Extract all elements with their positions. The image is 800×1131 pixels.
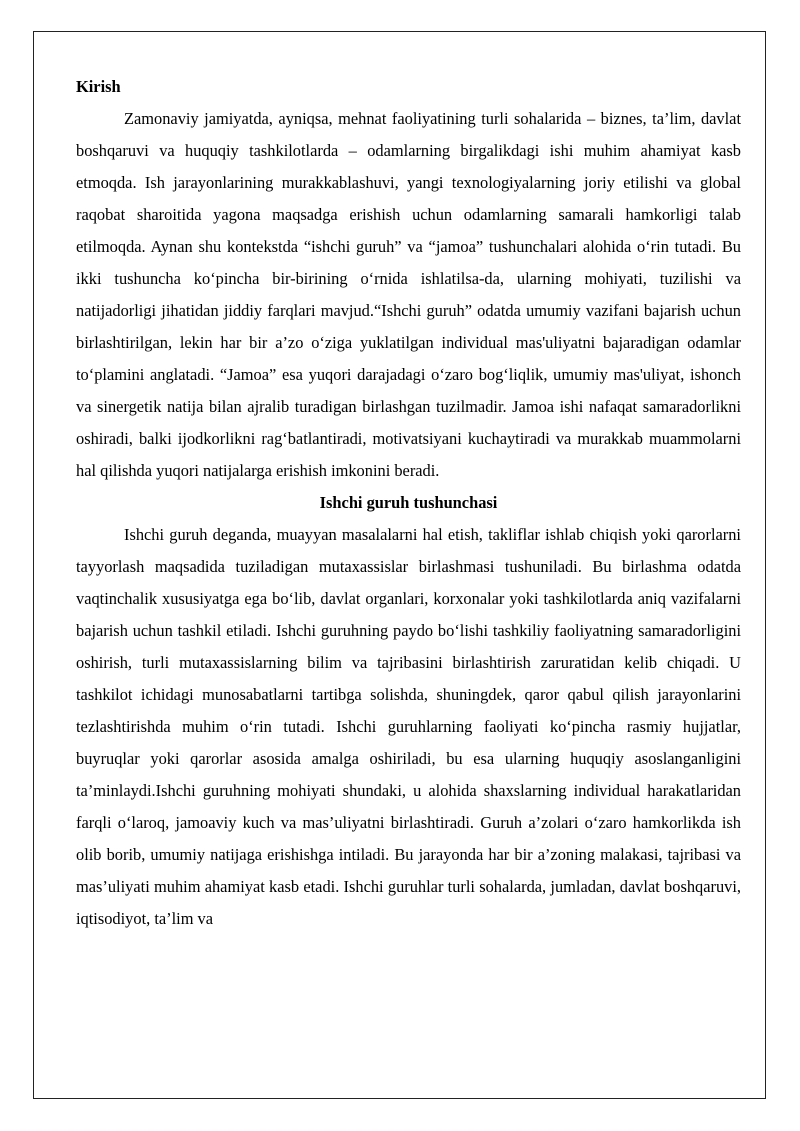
section-title: Ishchi guruh tushunchasi <box>319 493 498 512</box>
intro-heading: Kirish <box>76 77 121 96</box>
document-body <box>76 71 741 935</box>
section-paragraph: Ishchi guruh deganda, muayyan masalalarni hal etish, takliflar ishlab chiqish yoki qarorlarni tayyorlash maqsadida tuziladigan mutaxassislar birlashmasi tushuniladi. Bu birlashma odatda vaqtinchalik xususiyatga ega bo‘lib, davlat organlari, korxonalar yoki tashkilotlarda aniq vazifalarni bajarish uchun tashkil etiladi. Ishchi guruhning paydo bo‘lishi tashkiliy faoliyatning samaradorligini oshirish, turli mutaxassislarning bilim va tajribasini birlashtirish zaruratidan kelib chiqadi. U tashkilot ichidagi munosabatlarni tartibga solishda, shuningdek, qaror qabul qilish jarayonlarini tezlashtirishda muhim o‘rin tutadi. Ishchi guruhlarning faoliyati ko‘pincha rasmiy hujjatlar, buyruqlar yoki qarorlar asosida amalga oshiriladi, bu esa ularning huquqiy asoslanganligini ta’minlaydi.Ishchi guruhning mohiyati shundaki, u alohida shaxslarning individual harakatlaridan farqli o‘laroq, jamoaviy kuch va mas’uliyatni birlashtiradi. Guruh a’zolari o‘zaro hamkorlikda ish olib borib, umumiy natijaga erishishga intiladi. Bu jarayonda har bir a’zoning malakasi, tajribasi va mas’uliyati muhim ahamiyat kasb etadi. Ishchi guruhlar turli sohalarda, jumladan, davlat boshqaruvi, iqtisodiyot, ta’lim va <box>76 525 741 928</box>
intro-paragraph: Zamonaviy jamiyatda, ayniqsa, mehnat faoliyatining turli sohalarida – biznes, ta’lim, davlat boshqaruvi va huquqiy tashkilotlarda – odamlarning birgalikdagi ishi muhim ahamiyat kasb etmoqda. Ish jarayonlarining murakkablashuvi, yangi texnologiyalarning joriy etilishi va global raqobat sharoitida yagona maqsadga erishish uchun odamlarning samarali hamkorligi talab etilmoqda. Aynan shu kontekstda “ishchi guruh” va “jamoa” tushunchalari alohida o‘rin tutadi. Bu ikki tushuncha ko‘pincha bir-birining o‘rnida ishlatilsa-da, ularning mohiyati, tuzilishi va natijadorligi jihatidan jiddiy farqlari mavjud.“Ishchi guruh” odatda umumiy vazifani bajarish uchun birlashtirilgan, lekin har bir a’zo o‘ziga yuklatilgan individual mas'uliyatni bajaradigan odamlar to‘plamini anglatadi. “Jamoa” esa yuqori darajadagi o‘zaro bog‘liqlik, umumiy mas'uliyat, ishonch va sinergetik natija bilan ajralib turadigan birlashgan tuzilmadir. Jamoa ishi nafaqat samaradorlikni oshiradi, balki ijodkorlikni rag‘batlantiradi, motivatsiyani kuchaytiradi va murakkab muammolarni hal qilishda yuqori natijalarga erishish imkonini beradi. <box>76 109 741 480</box>
